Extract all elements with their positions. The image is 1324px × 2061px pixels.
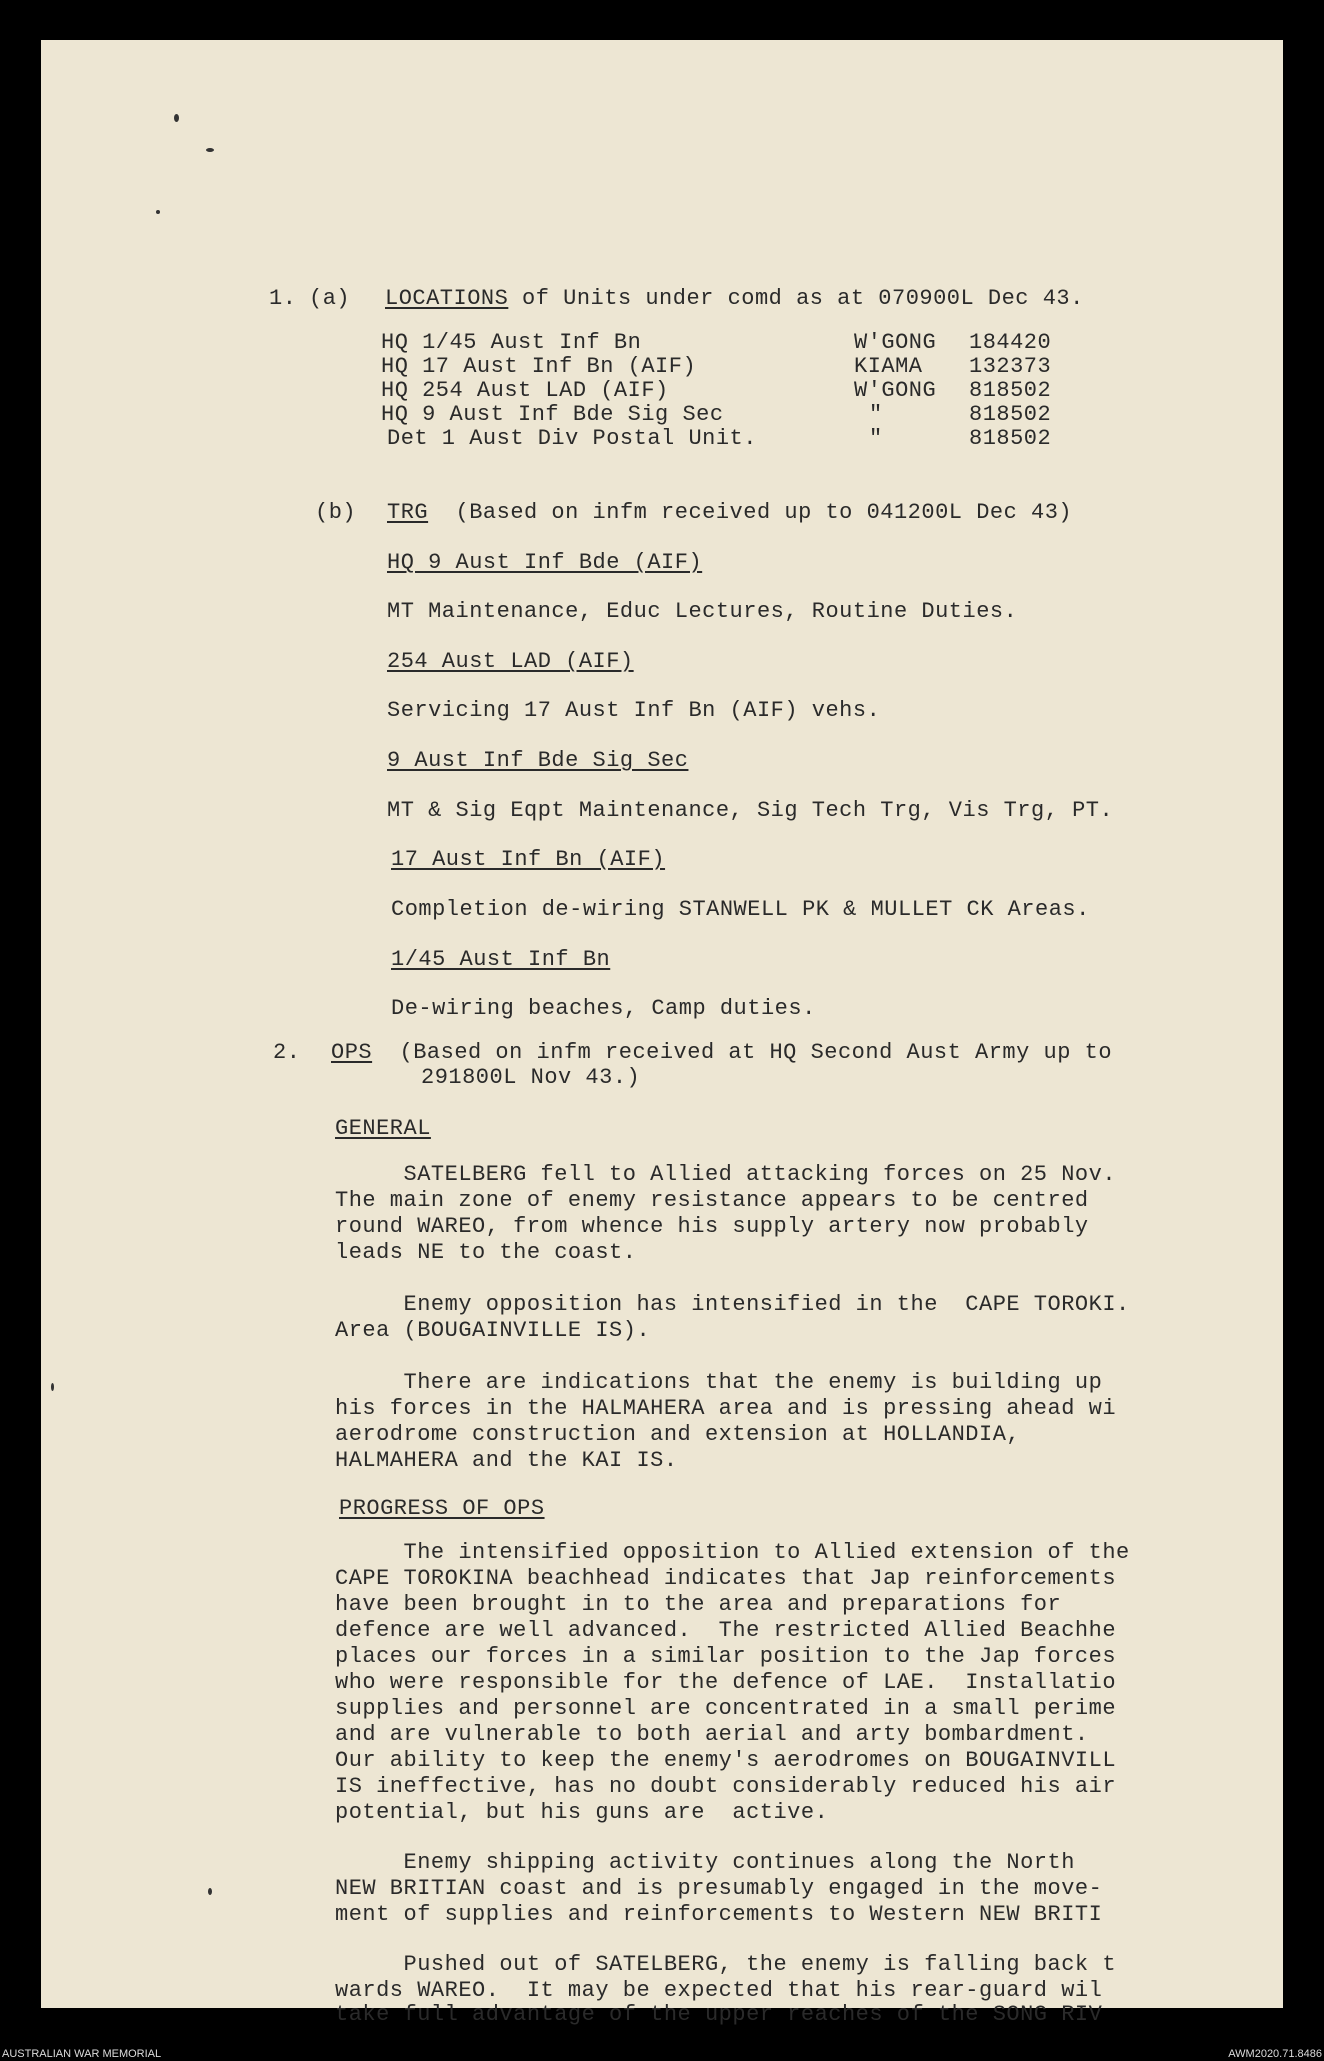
general-heading: GENERAL: [335, 1116, 431, 1141]
ops-heading-line: [331, 1040, 1112, 1066]
footer-left: AUSTRALIAN WAR MEMORIAL: [2, 2048, 162, 2060]
location-place: W'GONG: [854, 378, 937, 403]
location-place: ": [869, 402, 883, 427]
section2-number: 2.: [273, 1040, 301, 1065]
location-unit: HQ 17 Aust Inf Bn (AIF): [381, 354, 697, 379]
text-line: wards WAREO. It may be expected that his rear-guard wil: [335, 1978, 1103, 2003]
text-line: Enemy shipping activity continues along the North: [335, 1850, 1075, 1875]
footer-right: AWM2020.71.8486: [1228, 2048, 1322, 2060]
trg-unit: 9 Aust Inf Bde Sig Sec: [387, 748, 689, 773]
text-line: The main zone of enemy resistance appears to be centred: [335, 1188, 1089, 1213]
ops-heading: OPS: [331, 1040, 373, 1065]
text-line: round WAREO, from whence his supply artery now probably: [335, 1214, 1089, 1239]
text-line: and are vulnerable to both aerial and arty bombardment.: [335, 1722, 1089, 1747]
trg-unit: 17 Aust Inf Bn (AIF): [391, 847, 666, 872]
ops-heading-rest-line2: 291800L Nov 43.): [421, 1065, 641, 1090]
text-line: leads NE to the coast.: [335, 1240, 637, 1265]
text-line: supplies and personnel are concentrated in a small perime: [335, 1696, 1117, 1721]
text-line: Our ability to keep the enemy's aerodromes on BOUGAINVILL: [335, 1748, 1117, 1773]
text-line: places our forces in a similar position to the Jap forces: [335, 1644, 1117, 1669]
trg-activity: Servicing 17 Aust Inf Bn (AIF) vehs.: [387, 698, 881, 723]
paper-speck: [208, 1888, 212, 1895]
location-grid: 818502: [969, 378, 1052, 403]
text-line: The intensified opposition to Allied extension of the: [335, 1540, 1130, 1565]
document-page: [41, 40, 1283, 2027]
paper-speck: [174, 114, 179, 122]
text-line: Pushed out of SATELBERG, the enemy is falling back t: [335, 1952, 1117, 1977]
paper-speck: [156, 210, 160, 214]
text-line: NEW BRITIAN coast and is presumably engaged in the move-: [335, 1876, 1103, 1901]
ops-heading-rest: (Based on infm received at HQ Second Aust Army up to: [372, 1040, 1113, 1065]
location-grid: 184420: [969, 330, 1052, 355]
location-unit: HQ 9 Aust Inf Bde Sig Sec: [381, 402, 724, 427]
location-place: W'GONG: [854, 330, 937, 355]
location-grid: 818502: [969, 402, 1052, 427]
text-line: have been brought in to the area and preparations for: [335, 1592, 1062, 1617]
location-unit: HQ 1/45 Aust Inf Bn: [381, 330, 642, 355]
text-line: There are indications that the enemy is building up: [335, 1370, 1103, 1395]
text-line: CAPE TOROKINA beachhead indicates that Jap reinforcements: [335, 1566, 1117, 1591]
section1-sub-a: (a): [309, 286, 351, 311]
text-line: potential, but his guns are active.: [335, 1800, 829, 1825]
text-line: Enemy opposition has intensified in the CAPE TOROKI.: [335, 1292, 1130, 1317]
location-unit: Det 1 Aust Div Postal Unit.: [387, 426, 757, 451]
trg-heading-line: [387, 500, 1072, 526]
location-place: KIAMA: [854, 354, 923, 379]
text-line: defence are well advanced. The restricted Allied Beachhe: [335, 1618, 1117, 1643]
locations-heading-rest: of Units under comd as at 070900L Dec 43.: [508, 286, 1084, 311]
paper-speck: [51, 1383, 54, 1391]
paper-speck: [206, 148, 214, 152]
progress-heading: PROGRESS OF OPS: [339, 1496, 545, 1521]
text-line: Area (BOUGAINVILLE IS).: [335, 1318, 651, 1343]
trg-unit: 254 Aust LAD (AIF): [387, 649, 634, 674]
text-line: who were responsible for the defence of LAE. Installatio: [335, 1670, 1117, 1695]
trg-heading-rest: (Based on infm received up to 041200L Dec 43): [428, 500, 1073, 525]
trg-heading: TRG: [387, 500, 429, 525]
trg-activity: MT & Sig Eqpt Maintenance, Sig Tech Trg, Vis Trg, PT.: [387, 798, 1114, 823]
location-unit: HQ 254 Aust LAD (AIF): [381, 378, 669, 403]
trg-unit: HQ 9 Aust Inf Bde (AIF): [387, 550, 703, 575]
trg-activity: De-wiring beaches, Camp duties.: [391, 996, 816, 1021]
text-line: aerodrome construction and extension at HOLLANDIA,: [335, 1422, 1021, 1447]
locations-heading: LOCATIONS: [385, 286, 509, 311]
section1-sub-b: (b): [315, 500, 357, 525]
section1-number: 1.: [269, 286, 297, 311]
location-grid: 818502: [969, 426, 1052, 451]
text-line: IS ineffective, has no doubt considerably reduced his air: [335, 1774, 1117, 1799]
text-line: SATELBERG fell to Allied attacking forces on 25 Nov.: [335, 1162, 1117, 1187]
trg-unit: 1/45 Aust Inf Bn: [391, 947, 611, 972]
trg-activity: MT Maintenance, Educ Lectures, Routine Duties.: [387, 599, 1018, 624]
location-grid: 132373: [969, 354, 1052, 379]
location-place: ": [869, 426, 883, 451]
text-line: HALMAHERA and the KAI IS.: [335, 1448, 678, 1473]
trg-activity: Completion de-wiring STANWELL PK & MULLET CK Areas.: [391, 897, 1090, 922]
text-line: ment of supplies and reinforcements to Western NEW BRITI: [335, 1902, 1103, 1927]
text-line: take full advantage of the upper reaches of the SONG RIV: [335, 2002, 1103, 2027]
text-line: his forces in the HALMAHERA area and is pressing ahead wi: [335, 1396, 1117, 1421]
locations-heading-line: [385, 286, 1084, 312]
